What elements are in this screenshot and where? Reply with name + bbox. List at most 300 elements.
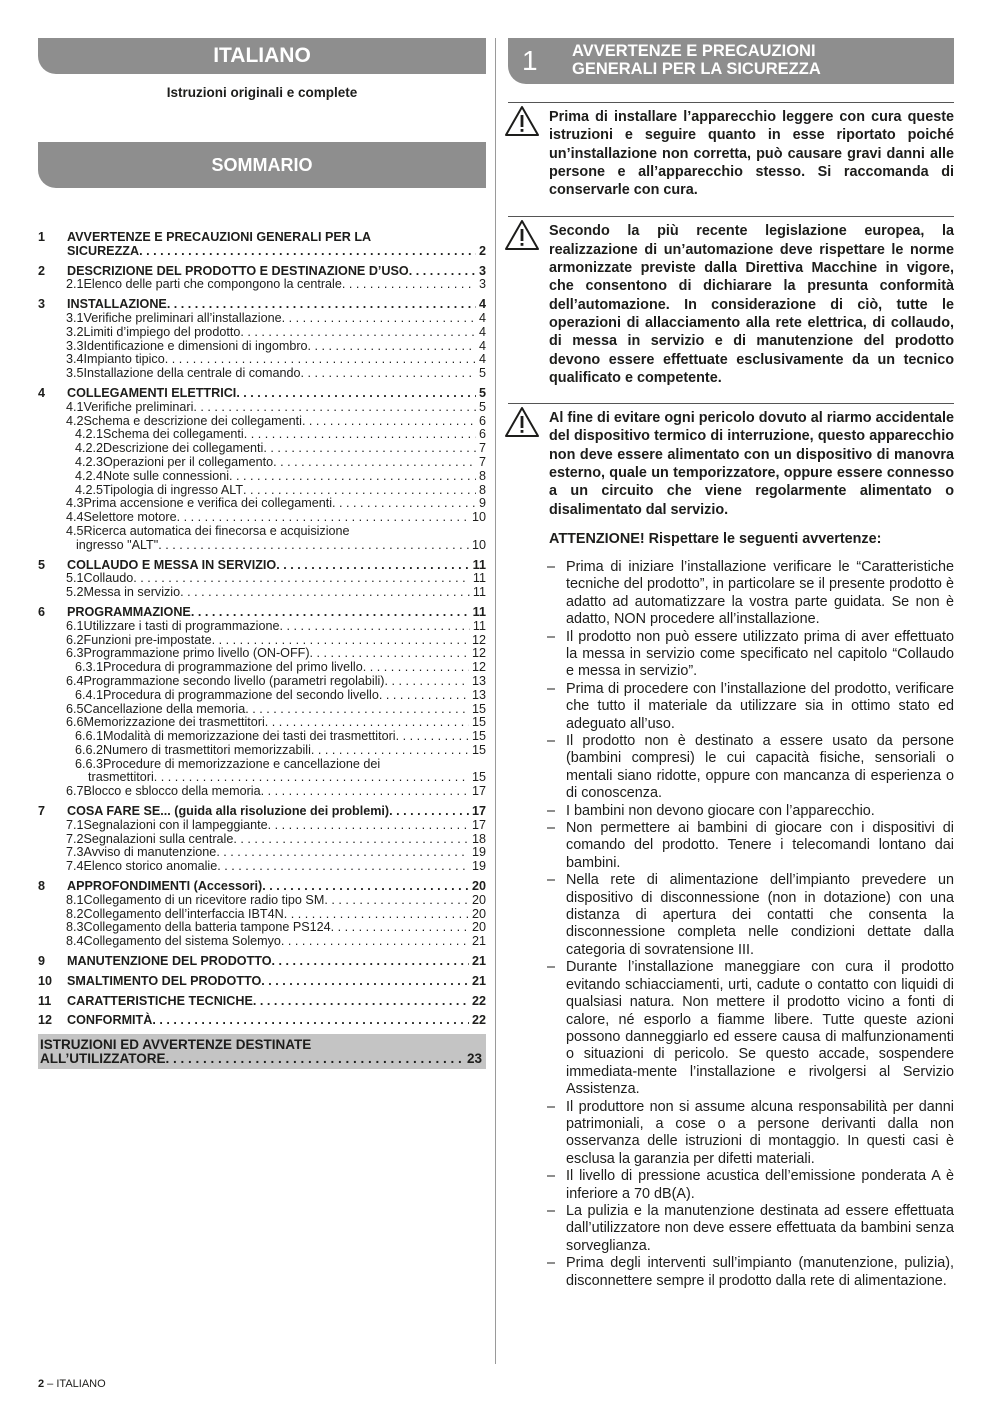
toc-leader (229, 470, 476, 484)
toc-title: Numero di trasmettitori memorizzabili (103, 742, 311, 757)
toc-title: Utilizzare i tasti di programmazione (83, 618, 280, 633)
toc-leader (282, 312, 476, 326)
toc-row (38, 894, 486, 908)
toc-row (38, 265, 486, 279)
precaution-item: – Prima degli interventi sull’impianto (manutenzione, pulizia), disconnettere sempre il prodotto dalla rete di alimentazione. (549, 1255, 954, 1290)
precaution-item: – I bambini non devono giocare con l’apparecchio. (549, 803, 954, 820)
toc-leader (167, 298, 476, 312)
user-instructions-box (38, 1034, 486, 1069)
toc-page: 8 (478, 468, 486, 483)
toc-page: 12 (471, 660, 486, 675)
section-title (572, 42, 821, 78)
precaution-item: – Prima di iniziare l’installazione verificare le “Caratteristiche tecniche del prodotto”, in particolare se il presente prodotto è adatto ad automatizzare la vostra parte guidata. Se non è adatto, NON procedere all’installazione. (549, 559, 954, 629)
toc-section (38, 298, 486, 381)
toc-leader (233, 833, 469, 847)
toc-page: 11 (472, 557, 486, 572)
toc-page: 11 (472, 585, 486, 600)
toc-title: APPROFONDIMENTI (Accessori) (67, 879, 263, 894)
warning-block (508, 403, 954, 519)
toc-number: 4.2.3 (75, 454, 104, 469)
toc-title-line2: ingresso "ALT" (76, 537, 159, 552)
toc-row (38, 819, 486, 833)
user-section-line2: ALL’UTILIZZATORE (40, 1051, 166, 1067)
toc-title: Impianto tipico (83, 352, 165, 367)
toc-leader (332, 497, 476, 511)
toc-section (38, 955, 486, 969)
toc-section (38, 880, 486, 949)
precaution-item: – Prima di procedere con l’installazione del prodotto, verificare che tutto il materiale da utilizzare sia in ottimo stato ed adeguato all’uso. (549, 681, 954, 733)
toc-title: Collegamento della batteria tampone PS124 (83, 920, 331, 935)
toc-leader (240, 326, 476, 340)
toc-title-line1: Procedure di memorizzazione e cancellazione dei (103, 756, 381, 771)
toc-row (38, 340, 486, 354)
toc-number: 5.1 (66, 571, 84, 586)
toc-number: 3.2 (66, 324, 84, 339)
toc-leader (193, 401, 476, 415)
toc-page: 4 (478, 352, 486, 367)
warning-triangle-icon (504, 219, 540, 251)
toc-leader (284, 908, 469, 922)
toc-title: Installazione della centrale di comando (83, 366, 301, 381)
toc-leader (396, 730, 469, 744)
toc-title: Segnalazioni sulla centrale (83, 831, 234, 846)
toc-title: Limiti d’impiego del prodotto (83, 324, 241, 339)
toc-number: 6.7 (66, 784, 84, 799)
toc-section (38, 805, 486, 874)
precaution-item: – Durante l’installazione maneggiare con cura il prodotto evitando schiacciamenti, urti, cadute o contatto con liquidi di qualsiasi natura. Non mettere il prodotto vicino a fonti di calore, né esporlo a fiamme libere. Tutte queste azioni possono danneggiarlo ed essere causa di malfunzionamenti o situazioni di pericolo. Se questo accade, sospendere immediata-mente l’installazione e rivolgersi al Servizio Assistenza. (549, 959, 954, 1098)
toc-page: 23 (466, 1051, 482, 1067)
toc-row (38, 675, 486, 689)
toc-leader (363, 661, 469, 675)
toc-row (38, 525, 486, 539)
toc-section (38, 606, 486, 799)
toc-row-multiline (38, 525, 486, 553)
toc-title: Segnalazioni con il lampeggiante (83, 817, 268, 832)
toc-leader (177, 511, 469, 525)
toc-title: PROGRAMMAZIONE (67, 604, 191, 619)
toc-leader (262, 880, 469, 894)
toc-leader (154, 771, 469, 785)
toc-title: Elenco delle parti che compongono la centrale (83, 277, 342, 292)
toc-page: 21 (471, 934, 486, 949)
toc-leader (244, 428, 476, 442)
toc-number: 6.4 (66, 673, 84, 688)
toc-number: 3.4 (66, 352, 84, 367)
toc-page: 20 (471, 906, 486, 921)
precaution-item: – Il produttore non si assume alcuna responsabilità per danni patrimoniali, a cose o a persone derivanti dalla non osservanza delle istruzioni di montaggio. In questi casi è esclusa la garanzia per difetti materiali. (549, 1099, 954, 1169)
toc-title: Tipologia di ingresso ALT (103, 482, 244, 497)
warning-block (508, 216, 954, 387)
toc-leader (165, 353, 476, 367)
toc-banner: SOMMARIO (38, 142, 486, 188)
toc-page: 3 (478, 263, 486, 278)
toc-row (38, 231, 486, 245)
toc-row (38, 497, 486, 511)
toc-leader (409, 265, 476, 279)
toc-row (38, 401, 486, 415)
toc-number: 4.3 (66, 496, 84, 511)
toc-number: 5 (38, 557, 46, 572)
toc-row (38, 586, 486, 600)
user-section-line1: ISTRUZIONI ED AVVERTENZE DESTINATE (40, 1037, 312, 1053)
section-number: 1 (522, 45, 538, 76)
toc-row (38, 278, 486, 292)
toc-leader (281, 935, 469, 949)
toc-page: 17 (471, 784, 486, 799)
warning-triangle-icon (504, 406, 540, 438)
toc-row (38, 470, 486, 484)
toc-row (38, 1014, 486, 1028)
toc-page: 15 (471, 770, 486, 785)
toc-title: Operazioni per il collegamento (103, 454, 274, 469)
toc-row (38, 661, 486, 675)
toc-section (38, 995, 486, 1009)
toc-row (38, 771, 486, 785)
toc-page: 10 (471, 510, 486, 525)
toc-number: 4.5 (66, 523, 84, 538)
precaution-item: – Non permettere ai bambini di giocare con i dispositivi di comando del prodotto. Tenere i telecomandi lontano dai bambini. (549, 820, 954, 872)
toc-page: 22 (471, 1013, 486, 1028)
toc-title: Collaudo (83, 571, 134, 586)
toc-page: 15 (471, 715, 486, 730)
toc-title-line1: AVVERTENZE E PRECAUZIONI GENERALI PER LA (67, 230, 372, 244)
toc-page: 10 (471, 537, 486, 552)
toc-leader (273, 456, 476, 470)
toc-leader (302, 415, 476, 429)
toc-page: 5 (478, 385, 486, 400)
toc-number: 3.3 (66, 338, 84, 353)
section-title-line2: GENERALI PER LA SICUREZZA (572, 60, 821, 78)
toc-page: 11 (472, 618, 486, 633)
toc-number: 8.4 (66, 934, 84, 949)
toc-row (38, 326, 486, 340)
toc-section (38, 559, 486, 600)
toc-leader (268, 819, 469, 833)
toc-row (38, 758, 486, 772)
toc-title: Selettore motore (83, 510, 177, 525)
toc-number: 4.2 (66, 413, 84, 428)
toc-title: Elenco storico anomalie (83, 859, 218, 874)
toc-row (38, 689, 486, 703)
toc-title: Modalità di memorizzazione dei tasti dei trasmettitori (103, 729, 396, 744)
toc-title: COLLEGAMENTI ELETTRICI (67, 385, 237, 400)
toc-number: 7.3 (66, 845, 84, 860)
toc-page: 17 (471, 804, 486, 819)
toc-number: 6.5 (66, 701, 84, 716)
toc-page: 15 (471, 701, 486, 716)
toc-row (38, 703, 486, 717)
toc-leader (280, 620, 470, 634)
toc-title-line1: Ricerca automatica dei finecorsa e acquisizione (83, 523, 350, 538)
toc-page: 12 (471, 632, 486, 647)
toc-leader (253, 995, 469, 1009)
toc-page: 7 (478, 454, 486, 469)
toc-leader (311, 744, 469, 758)
toc-number: 6.6 (66, 715, 84, 730)
toc-row (38, 572, 486, 586)
toc-row (38, 353, 486, 367)
toc-title: Verifiche preliminari (83, 399, 194, 414)
toc-number: 6 (38, 604, 46, 619)
toc-leader (389, 805, 469, 819)
toc-page: 9 (478, 496, 486, 511)
subtitle: Istruzioni originali e complete (166, 85, 358, 100)
toc-row (38, 975, 486, 989)
toc-page: 6 (478, 413, 486, 428)
toc-number: 7.4 (66, 859, 84, 874)
toc-title: COSA FARE SE... (guida alla risoluzione dei problemi) (67, 804, 390, 819)
toc-row (38, 647, 486, 661)
toc-leader (379, 689, 469, 703)
column-divider (495, 38, 496, 1364)
section-banner (508, 38, 954, 84)
toc-row (38, 955, 486, 969)
toc-page: 15 (471, 729, 486, 744)
toc-number: 1 (38, 230, 46, 244)
toc-number: 6.4.1 (75, 687, 104, 702)
toc-title: SMALTIMENTO DEL PRODOTTO (67, 973, 262, 988)
precaution-item: – Il prodotto non può essere utilizzato prima di aver effettuato la messa in servizio come specificato nel capitolo “Collaudo e messa in servizio”. (549, 629, 954, 681)
toc-leader (158, 539, 469, 553)
toc-title: Identificazione e dimensioni di ingombro (83, 338, 308, 353)
toc-title: Procedura di programmazione del secondo livello (103, 687, 379, 702)
warning-text: Secondo la più recente legislazione europea, la realizzazione di un’automazione deve rispettare le norme armonizzate previste dalla Direttiva Macchine in vigore, che consentono di dichiarare la presunta conformità dell’automazione. In considerazione di ciò, tutte le operazioni di allacciamento alla rete elettrica, di collaudo, di messa in servizio e di manutenzione del prodotto devono essere effettuate esclusivamente da un tecnico qualificato e competente. (549, 223, 954, 386)
toc-title: Descrizione dei collegamenti (103, 441, 264, 456)
toc-number: 3.1 (66, 310, 84, 325)
footer-separator: – (44, 1378, 57, 1390)
toc-title: COLLAUDO E MESSA IN SERVIZIO (67, 557, 277, 572)
toc-page: 11 (472, 571, 486, 586)
toc-page: 21 (471, 973, 486, 988)
section-title-line1: AVVERTENZE E PRECAUZIONI (572, 42, 816, 60)
toc-leader (308, 340, 476, 354)
toc-row (40, 1052, 482, 1066)
toc-number: 6.3 (66, 646, 84, 661)
toc-number: 6.3.1 (75, 660, 104, 675)
toc-title: Programmazione primo livello (ON-OFF) (83, 646, 310, 661)
toc-row (38, 367, 486, 381)
toc-leader (331, 921, 469, 935)
toc-page: 4 (478, 324, 486, 339)
toc-page: 18 (471, 831, 486, 846)
toc-title: Schema e descrizione dei collegamenti (83, 413, 302, 428)
toc-row (38, 606, 486, 620)
toc-row (38, 833, 486, 847)
precaution-item: – Il livello di pressione acustica dell’emissione ponderata A è inferiore a 70 dB(A). (549, 1168, 954, 1203)
toc-row (38, 442, 486, 456)
toc-leader (133, 572, 470, 586)
attention-heading: ATTENZIONE! Rispettare le seguenti avvertenze: (549, 530, 882, 547)
toc-number: 3.5 (66, 366, 84, 381)
toc-leader (180, 586, 470, 600)
toc-title: INSTALLAZIONE (67, 297, 167, 312)
precaution-item: – Il prodotto non è destinato a essere usato da persone (bambini compresi) le cui capacità fisiche, sensoriali o mentali siano ridotte, oppure con mancanza di esperienza o di conoscenza. (549, 733, 954, 803)
toc-title: DESCRIZIONE DEL PRODOTTO E DESTINAZIONE D’USO (67, 263, 409, 278)
toc-page: 19 (471, 845, 486, 860)
toc-number: 10 (38, 973, 53, 988)
toc-section (38, 265, 486, 293)
warning-triangle-icon (504, 105, 540, 137)
toc-row (38, 880, 486, 894)
toc-row-multiline (38, 231, 486, 259)
toc-number: 7.2 (66, 831, 84, 846)
toc-title: Blocco e sblocco della memoria (83, 784, 261, 799)
toc-title: Messa in servizio (83, 585, 181, 600)
toc-title: Verifiche preliminari all’installazione (83, 310, 282, 325)
toc-page: 20 (471, 920, 486, 935)
warning-text: Prima di installare l’apparecchio leggere con cura queste istruzioni e seguire quanto in esse riportato poiché un’installazione non corretta, può causare gravi danni alle persone e all’apparecchio stesso. Si raccomanda di conservarle con cura. (549, 109, 954, 199)
toc-row (38, 245, 486, 259)
toc-title: MANUTENZIONE DEL PRODOTTO (67, 954, 272, 969)
toc-page: 17 (471, 817, 486, 832)
toc-leader (263, 442, 476, 456)
toc-leader (212, 634, 469, 648)
toc-page: 15 (471, 742, 486, 757)
toc-page: 19 (471, 859, 486, 874)
toc-row (38, 716, 486, 730)
toc-number: 4 (38, 385, 46, 400)
toc-number: 6.6.3 (75, 756, 104, 771)
toc-leader (236, 387, 476, 401)
toc-title: Memorizzazione dei trasmettitori (83, 715, 265, 730)
warning-text: Al fine di evitare ogni pericolo dovuto al riarmo accidentale del dispositivo termico di interruzione, questo apparecchio non deve essere alimentato con un dispositivo di manovra esterno, quale un temporizzatore, oppure essere connesso a un circuito che viene regolarmente alimentato o disalimentato dal servizio. (549, 410, 954, 518)
toc-row (38, 484, 486, 498)
toc-number: 2 (38, 263, 46, 278)
toc-leader (243, 484, 476, 498)
toc-number: 4.2.1 (75, 427, 104, 442)
toc-number: 7.1 (66, 817, 84, 832)
left-column (38, 38, 486, 1067)
toc-title: CARATTERISTICHE TECNICHE (67, 993, 253, 1008)
toc-row (38, 539, 486, 553)
toc-row (38, 312, 486, 326)
toc-leader (216, 846, 469, 860)
toc-section (38, 975, 486, 989)
toc-number: 2.1 (66, 277, 84, 292)
precautions-list (549, 559, 954, 1290)
toc-page: 4 (478, 297, 486, 312)
toc-title: Collegamento di un ricevitore radio tipo SM (83, 892, 325, 907)
toc-row (38, 634, 486, 648)
toc-leader (310, 647, 469, 661)
toc-section (38, 231, 486, 259)
toc-row (38, 730, 486, 744)
toc-title: Prima accensione e verifica dei collegamenti (83, 496, 333, 511)
toc-page: 5 (478, 399, 486, 414)
toc-section (38, 1014, 486, 1028)
toc-section (38, 387, 486, 553)
toc-leader (342, 278, 476, 292)
toc-number: 6.6.1 (75, 729, 104, 744)
toc-page: 13 (471, 687, 486, 702)
table-of-contents (38, 231, 486, 1069)
toc-title-line2: trasmettitori (88, 770, 154, 785)
toc-row (38, 298, 486, 312)
toc-leader (245, 703, 469, 717)
toc-number: 4.1 (66, 399, 84, 414)
toc-title: Cancellazione della memoria (83, 701, 246, 716)
toc-leader (265, 716, 469, 730)
toc-row (38, 428, 486, 442)
toc-leader (301, 367, 476, 381)
precaution-item: – Nella rete di alimentazione dell’impianto prevedere un dispositivo di disconnessione (non in dotazione) con una distanza di apertura dei contatti che consenta la disconnessione completa nelle condizioni dettate dalla categoria di sovratensione III. (549, 872, 954, 959)
toc-title: Funzioni pre-impostate (83, 632, 212, 647)
toc-title: Avviso di manutenzione (83, 845, 217, 860)
toc-leader (272, 955, 469, 969)
toc-number: 5.2 (66, 585, 84, 600)
toc-row-multiline (38, 758, 486, 786)
toc-number: 3 (38, 297, 46, 312)
toc-row (38, 908, 486, 922)
toc-number: 4.2.5 (75, 482, 104, 497)
toc-page: 13 (471, 673, 486, 688)
footer-page-number: 2 (38, 1378, 45, 1390)
toc-number: 4.2.4 (75, 468, 104, 483)
toc-page: 21 (471, 954, 486, 969)
toc-title: Note sulle connessioni (103, 468, 230, 483)
toc-row (38, 860, 486, 874)
toc-leader (276, 559, 469, 573)
toc-leader (385, 675, 469, 689)
toc-title: Schema dei collegamenti (103, 427, 244, 442)
toc-number: 4.2.2 (75, 441, 104, 456)
toc-row (38, 995, 486, 1009)
toc-row (38, 785, 486, 799)
toc-row (38, 935, 486, 949)
toc-number: 7 (38, 804, 46, 819)
toc-number: 11 (38, 993, 52, 1008)
toc-leader (324, 894, 469, 908)
language-banner: ITALIANO (38, 38, 486, 74)
toc-row (38, 846, 486, 860)
toc-page: 4 (478, 338, 486, 353)
toc-leader (261, 975, 469, 989)
toc-page: 12 (471, 646, 486, 661)
toc-page: 5 (478, 366, 486, 381)
toc-number: 9 (38, 954, 46, 969)
toc-leader (261, 785, 469, 799)
toc-page: 20 (471, 879, 486, 894)
toc-number: 4.4 (66, 510, 84, 525)
toc-number: 8 (38, 879, 46, 894)
toc-row (38, 744, 486, 758)
right-column (508, 38, 954, 1290)
footer-label: ITALIANO (56, 1378, 106, 1390)
precaution-item: – La pulizia e la manutenzione destinata ad essere effettuata dall’utilizzatore non deve essere effettuata da bambini senza sorveglianza. (549, 1203, 954, 1255)
toc-row (38, 456, 486, 470)
toc-page: 22 (471, 993, 486, 1008)
toc-leader (217, 860, 469, 874)
toc-page: 4 (478, 310, 486, 325)
toc-page: 2 (478, 243, 486, 258)
toc-title: Programmazione secondo livello (parametri regolabili) (83, 673, 385, 688)
toc-row (38, 415, 486, 429)
toc-page: 7 (478, 441, 486, 456)
toc-leader (139, 245, 476, 259)
toc-page: 8 (478, 482, 486, 497)
toc-leader (166, 1052, 464, 1066)
toc-number: 6.2 (66, 632, 84, 647)
toc-leader (191, 606, 470, 620)
toc-row (38, 511, 486, 525)
toc-number: 6.6.2 (75, 742, 104, 757)
toc-row (38, 921, 486, 935)
warning-block (508, 102, 954, 199)
toc-number: 8.3 (66, 920, 84, 935)
toc-number: 6.1 (66, 618, 84, 633)
toc-row (38, 559, 486, 573)
toc-number: 12 (38, 1013, 53, 1028)
